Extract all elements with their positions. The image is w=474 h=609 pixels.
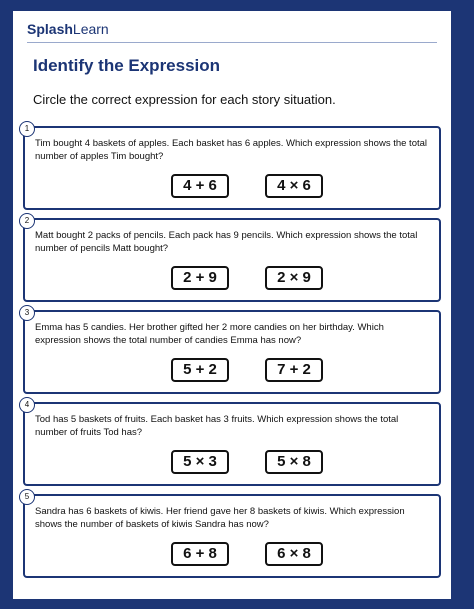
option-b[interactable]: 7 + 2	[265, 358, 323, 382]
question-box-3	[23, 310, 441, 394]
header-divider	[27, 42, 437, 43]
option-a[interactable]: 5 + 2	[171, 358, 229, 382]
option-b[interactable]: 6 × 8	[265, 542, 323, 566]
instructions: Circle the correct expression for each story situation.	[33, 92, 336, 107]
option-b[interactable]: 2 × 9	[265, 266, 323, 290]
question-number: 5	[19, 489, 35, 505]
brand-name-bold: Splash	[27, 21, 73, 37]
question-text: Matt bought 2 packs of pencils. Each pack has 9 pencils. Which expression shows the total number of pencils Matt bought?	[35, 230, 418, 254]
option-a[interactable]: 6 + 8	[171, 542, 229, 566]
option-a[interactable]: 4 + 6	[171, 174, 229, 198]
brand-name-light: Learn	[72, 21, 109, 37]
question-number: 2	[19, 213, 35, 229]
question-box-2	[23, 218, 441, 302]
question-box-5	[23, 494, 441, 578]
question-text: Sandra has 6 baskets of kiwis. Her friend gave her 8 baskets of kiwis. Which expression shows the number of baskets of kiwis Sandra has now?	[35, 506, 405, 530]
question-number: 4	[19, 397, 35, 413]
page-title: Identify the Expression	[33, 56, 221, 75]
option-b[interactable]: 5 × 8	[265, 450, 323, 474]
question-number: 1	[19, 121, 35, 137]
worksheet	[10, 8, 454, 602]
question-text: Tim bought 4 baskets of apples. Each basket has 6 apples. Which expression shows the total number of apples Tim bought?	[35, 138, 428, 162]
option-a[interactable]: 5 × 3	[171, 450, 229, 474]
brand-logo	[27, 21, 109, 37]
option-a[interactable]: 2 + 9	[171, 266, 229, 290]
question-text: Emma has 5 candies. Her brother gifted her 2 more candies on her birthday. Which expression shows the total number of candies Emma has now?	[35, 322, 384, 346]
question-box-4	[23, 402, 441, 486]
question-box-1	[23, 126, 441, 210]
option-b[interactable]: 4 × 6	[265, 174, 323, 198]
question-text: Tod has 5 baskets of fruits. Each basket has 3 fruits. Which expression shows the total number of fruits Tod has?	[35, 414, 399, 438]
question-number: 3	[19, 305, 35, 321]
